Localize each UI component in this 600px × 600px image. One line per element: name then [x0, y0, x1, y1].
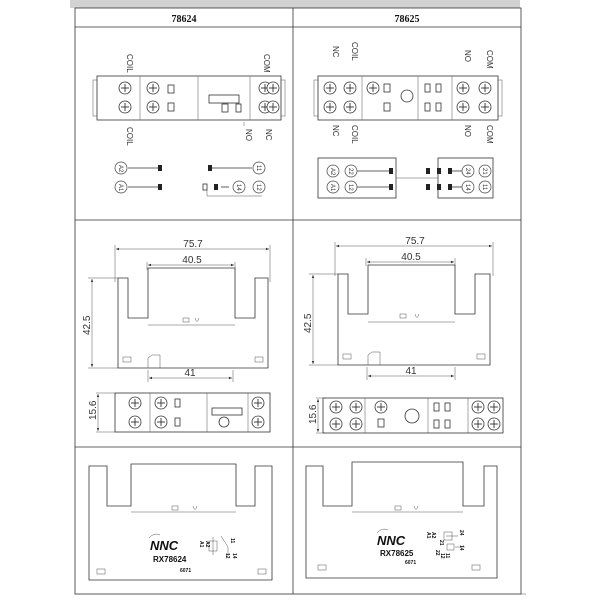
column-header-78625: 78625 [394, 14, 420, 25]
pin-24-78625: 24 [464, 168, 470, 175]
pin-12: 12 [255, 184, 261, 191]
label-no-bottom: NO [244, 129, 253, 141]
dimension-drawing-78624 [88, 245, 270, 432]
brand-logo-78624: NNC [150, 538, 179, 553]
dim-rail-78624: 41 [184, 368, 196, 379]
terminal-layout-78625 [314, 76, 502, 120]
pin-14: 14 [235, 184, 241, 191]
dim-inner-width-78625: 40.5 [401, 252, 421, 263]
label-nc-top-78625: NC [331, 46, 340, 58]
pin-a2-78625: A2 [329, 168, 335, 176]
dim-inner-width-78624: 40.5 [182, 255, 202, 266]
model-name-78625: RX78625 [380, 549, 414, 558]
table-frame [75, 8, 521, 594]
pin-a1-78625: A1 [329, 184, 335, 192]
dim-rail-78625: 41 [405, 366, 417, 377]
pin-11: 11 [255, 165, 261, 172]
label-pin-a2-78624: A2 [204, 541, 210, 548]
pin-11-78625: 11 [481, 184, 487, 191]
brand-logo-78625: NNC [377, 533, 406, 548]
pin-a2: A2 [117, 165, 123, 173]
dimension-drawing-78625 [309, 242, 503, 433]
label-pin-a1-78625: A1 [425, 532, 431, 539]
product-code-78625: 6071 [405, 560, 417, 566]
label-coil-top: COIL [125, 54, 134, 73]
label-pin-a1-78624: A1 [198, 541, 204, 548]
product-code-78624: 6071 [180, 568, 192, 574]
pin-21-78625: 21 [481, 168, 487, 175]
pin-14-78625: 14 [464, 184, 470, 191]
label-coil-bottom-78625: COIL [350, 125, 359, 144]
label-pin-22-78625: 22 [434, 550, 440, 556]
pin-12-78625: 12 [347, 184, 353, 191]
label-pin-11-78625: 11 [444, 553, 450, 559]
model-name-78624: RX78624 [153, 555, 187, 564]
label-no-top-78625: NO [463, 50, 472, 62]
label-nc-bottom-78625: NC [331, 125, 340, 137]
label-pin-a2-78625: A2 [430, 532, 436, 539]
label-pin-14-78624: 14 [231, 553, 237, 559]
dim-width-78624: 75.7 [183, 239, 203, 250]
column-header-78624: 78624 [171, 14, 197, 25]
label-pin-21-78625: 21 [438, 540, 444, 546]
label-coil-top-78625: COIL [350, 42, 359, 61]
pin-22-78625: 22 [347, 168, 353, 175]
label-nc-bottom: NC [264, 129, 273, 141]
dim-depth-78625: 15.6 [308, 404, 319, 424]
label-pin-12-78625: 12 [439, 553, 445, 559]
pin-a1: A1 [117, 184, 123, 192]
pin-diagram-78624 [115, 162, 265, 196]
label-com-top-78625: COM [485, 50, 494, 69]
label-view-78625 [306, 462, 497, 578]
label-pin-11-78624: 11 [229, 538, 235, 544]
dim-width-78625: 75.7 [405, 236, 425, 247]
label-no-bottom-78625: NO [463, 125, 472, 137]
label-coil-bottom: COIL [125, 127, 134, 146]
label-com-bottom-78625: COM [485, 125, 494, 144]
terminal-layout-78624 [93, 76, 285, 120]
label-pin-12-78624: 12 [224, 553, 230, 559]
label-com-top: COM [262, 54, 271, 73]
pin-diagram-78625 [318, 158, 493, 198]
dim-depth-78624: 15.6 [88, 400, 99, 420]
dim-height-78625: 42.5 [303, 313, 314, 333]
label-pin-24-78625: 24 [458, 530, 464, 536]
dim-height-78624: 42.5 [82, 315, 93, 335]
label-pin-14-78625: 14 [458, 545, 464, 551]
